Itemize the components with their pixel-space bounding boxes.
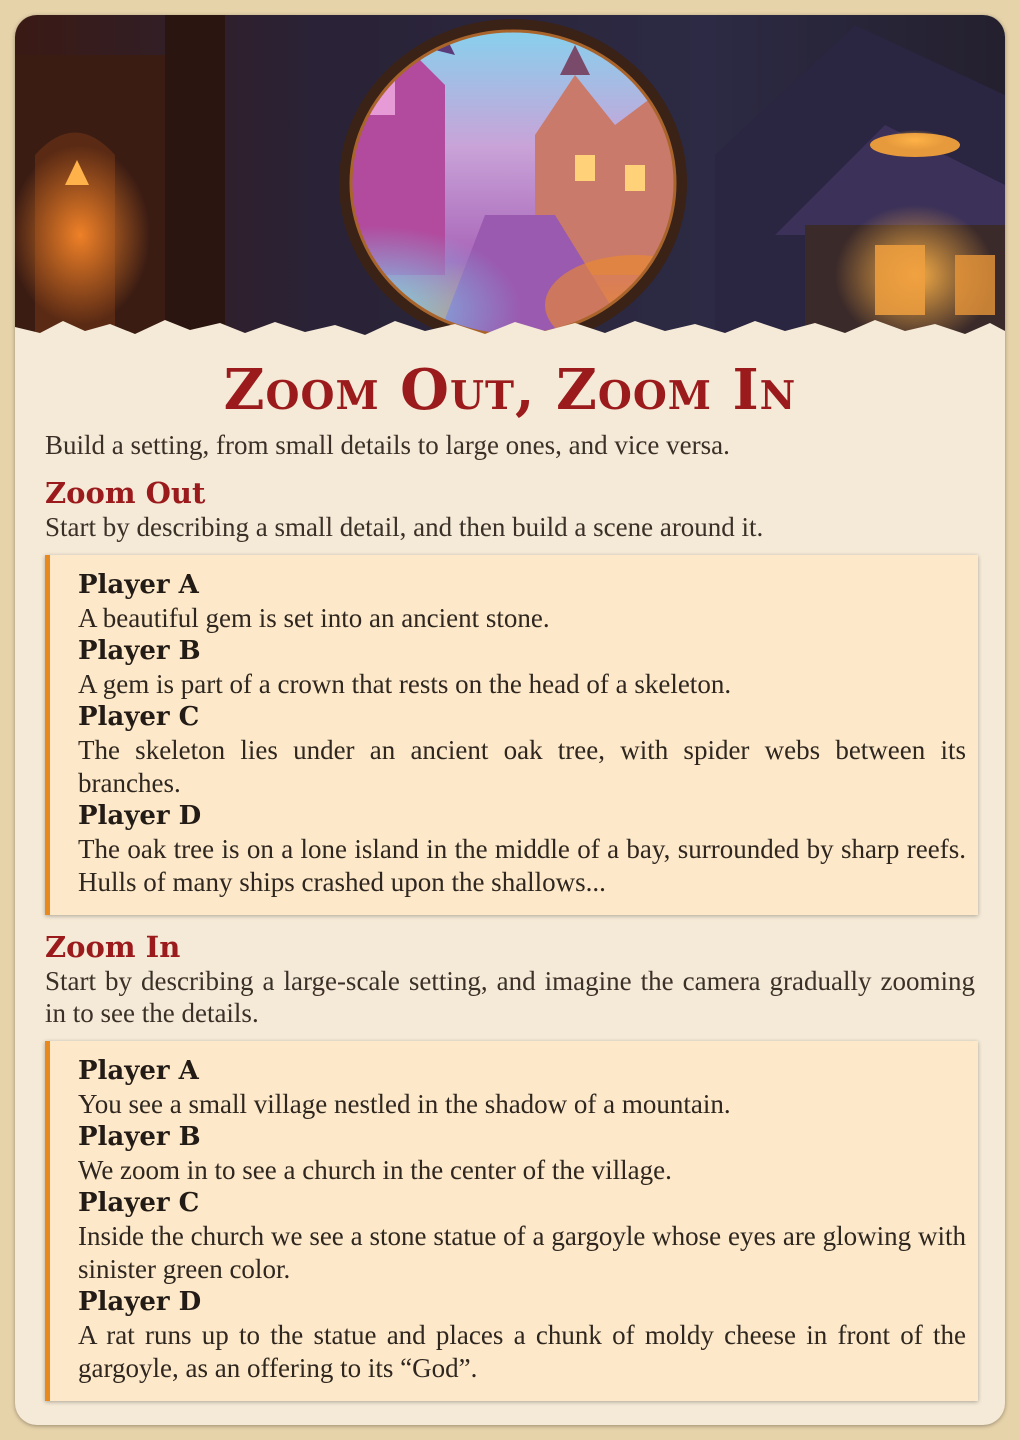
player-text: Inside the church we see a stone statue of a gargoyle whose eyes are glowing with sinister green color. bbox=[78, 1221, 966, 1284]
player-text: A gem is part of a crown that rests on the head of a skeleton. bbox=[78, 669, 732, 699]
player-name: Player B bbox=[78, 1122, 201, 1152]
example-entry bbox=[78, 1286, 966, 1385]
section-description: Start by describing a small detail, and then build a scene around it. bbox=[45, 512, 764, 542]
example-entry bbox=[78, 1121, 966, 1187]
example-entry bbox=[78, 1187, 966, 1286]
example-box bbox=[45, 1041, 978, 1401]
example-entry bbox=[78, 569, 966, 635]
player-name: Player D bbox=[78, 1287, 202, 1317]
example-entry bbox=[78, 1055, 966, 1121]
player-name: Player D bbox=[78, 801, 202, 831]
player-name: Player C bbox=[78, 1188, 200, 1218]
section-zoom-in bbox=[45, 931, 975, 1401]
content bbox=[45, 355, 975, 1401]
page-title: Zoom Out, Zoom In bbox=[223, 357, 797, 423]
player-name: Player B bbox=[78, 636, 201, 666]
player-name: Player A bbox=[78, 1056, 199, 1086]
hero-illustration bbox=[15, 15, 1005, 345]
player-text: A beautiful gem is set into an ancient stone. bbox=[78, 603, 550, 633]
player-text: The oak tree is on a lone island in the middle of a bay, surrounded by sharp reefs. Hulls of many ships crashed upon the shallows... bbox=[78, 834, 966, 897]
village-magnifier-illustration bbox=[15, 15, 1005, 345]
example-entry bbox=[78, 800, 966, 899]
player-text: The skeleton lies under an ancient oak tree, with spider webs between its branches. bbox=[78, 735, 966, 798]
section-heading: Zoom Out bbox=[45, 476, 206, 510]
intro-text: Build a setting, from small details to large ones, and vice versa. bbox=[45, 430, 730, 460]
section-description: Start by describing a large-scale setting, and imagine the camera gradually zooming in to see the details. bbox=[45, 966, 975, 1028]
example-box bbox=[45, 555, 978, 915]
section-zoom-out bbox=[45, 477, 975, 915]
section-heading: Zoom In bbox=[45, 930, 181, 964]
example-entry bbox=[78, 701, 966, 800]
example-entry bbox=[78, 635, 966, 701]
card bbox=[15, 15, 1005, 1425]
player-name: Player A bbox=[78, 570, 199, 600]
player-text: We zoom in to see a church in the center of the village. bbox=[78, 1155, 672, 1185]
player-text: You see a small village nestled in the shadow of a mountain. bbox=[78, 1089, 731, 1119]
player-text: A rat runs up to the statue and places a chunk of moldy cheese in front of the gargoyle, as an offering to its “God”. bbox=[78, 1320, 966, 1383]
player-name: Player C bbox=[78, 702, 200, 732]
